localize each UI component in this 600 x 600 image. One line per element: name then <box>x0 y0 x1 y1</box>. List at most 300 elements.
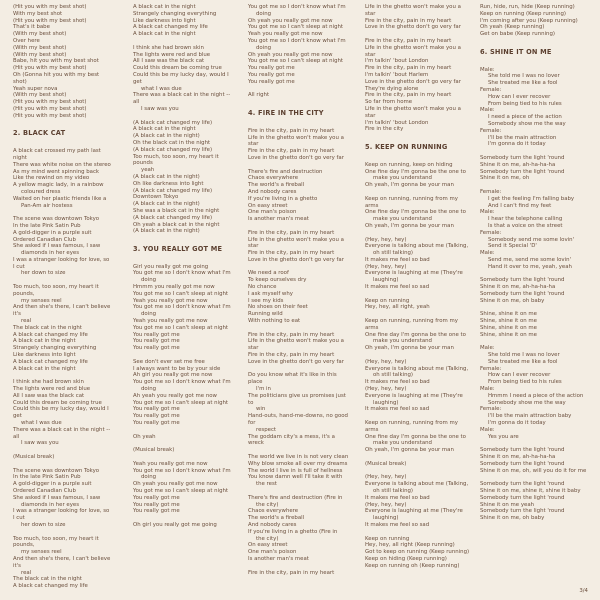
lyric-line: I need a piece of the action <box>488 114 562 121</box>
lyric-line: Hmmm I need a piece of the action <box>488 392 584 399</box>
lyric-line: Oh yeah you really got me now <box>248 17 333 24</box>
lyric-line: Oh yeah, I'm gonna be your man <box>365 345 454 352</box>
lyric-line: Male: <box>480 250 495 257</box>
lyric-line: respect <box>256 426 277 433</box>
lyric-line: (Hey, hey, hey) <box>365 474 407 481</box>
lyric-line: the city) <box>256 535 279 542</box>
lyric-line: A black cat in the night <box>13 365 76 372</box>
lyric-line: doing <box>141 474 157 481</box>
lyric-line: The black cat in the night <box>13 576 82 583</box>
lyric-line: She told me I was no lover <box>488 73 560 80</box>
lyric-line: Female: <box>480 86 502 93</box>
song-title: 6. SHINE IT ON ME <box>480 47 552 56</box>
lyric-line: And nobody cares <box>248 188 297 195</box>
lyric-line: The goddam city's a mess, it's a wreck <box>248 433 335 447</box>
lyric-line: I saw was you <box>141 105 179 112</box>
lyric-line: (A black cat in the night) <box>133 201 200 208</box>
lyric-line: You really got me <box>133 331 180 338</box>
stanza-gap <box>133 235 233 242</box>
lyric-line: All I saw was the black cat <box>133 58 205 65</box>
lyric-line: She asked if I was famous, I saw <box>13 243 101 250</box>
lyric-line: Oh yeah, I'm gonna be your man <box>365 222 454 229</box>
lyric-line: doing <box>256 10 272 17</box>
lyric-line: Fire in the city, pain in my heart <box>248 250 335 257</box>
lyric-line: (Musical break) <box>133 447 175 454</box>
stanza-gap <box>480 148 588 155</box>
lyric-line: One fine day I'm gonna be the one to <box>365 331 466 338</box>
lyric-line: How can I ever recover <box>488 93 551 100</box>
stanza-gap <box>365 468 470 475</box>
lyric-line: Somebody turn the light 'round <box>480 494 565 501</box>
lyric-line: doing <box>256 44 272 51</box>
lyric-line: Oh yeah, I'm gonna be your man <box>365 447 454 454</box>
lyric-line: Oh girl you really got me going <box>133 521 217 528</box>
stanza-gap <box>13 141 111 148</box>
stanza-gap <box>133 113 233 120</box>
lyric-line: One man's poison <box>248 549 297 556</box>
lyric-line: You got me so I don't know what I'm <box>248 37 346 44</box>
lyric-line: You really got me <box>133 406 180 413</box>
stanza-gap <box>480 338 588 345</box>
lyric-line: Is another man's meat <box>248 216 309 223</box>
stanza-gap <box>13 209 111 216</box>
lyric-line: Keep on running, running from my arms <box>365 420 458 433</box>
lyric-line: The politicians give us promises just to <box>248 392 346 406</box>
lyric-line: Somebody turn the light 'round <box>480 447 565 454</box>
lyric-line: Hmmm you really got me now <box>133 284 215 291</box>
lyric-line: her down to size <box>21 521 66 528</box>
lyric-line: No chance <box>248 284 277 291</box>
lyric-line: The black cat in the night <box>13 324 82 331</box>
stanza-gap <box>248 121 350 128</box>
lyric-line: coloured dress <box>21 188 61 195</box>
lyric-line: A black cat in the night <box>133 31 196 38</box>
lyric-line: Keep on hiding (Keep running) <box>365 555 447 562</box>
lyric-line: Hand-outs, hand-me-downs, no good for <box>248 413 348 427</box>
lyric-line: oh still talking) <box>373 372 414 379</box>
lyric-line: Yeah you really got me now <box>133 318 208 325</box>
lyric-line: You really got me <box>133 345 180 352</box>
stanza-gap <box>365 529 470 536</box>
lyric-line: Everyone is talking about me (Talking, <box>365 365 469 372</box>
lyric-line: Somebody turn the light 'round <box>480 154 565 161</box>
lyric-line: laughing) <box>373 399 399 406</box>
lyric-line: There was a black cat in the night -- all <box>13 426 111 440</box>
stanza-gap <box>248 264 350 271</box>
lyric-line: Love in the ghetto don't go very far <box>365 24 461 31</box>
lyric-line: From being tied to his rules <box>488 379 562 386</box>
lyric-line: laughing) <box>373 515 399 522</box>
lyric-line: Could this be my lucky day, would I get <box>13 406 109 420</box>
lyric-line: Yeah super nova <box>13 85 58 92</box>
stanza-gap <box>480 38 588 45</box>
lyric-line: A black cat crossed my path last night <box>13 148 101 161</box>
lyric-line: I hear the telephone calling <box>488 216 563 223</box>
lyric-line: Somebody turn the light 'round <box>480 168 565 175</box>
lyric-line: (Hit you with my best shot) <box>13 112 87 119</box>
lyric-line: They're dying alone <box>365 85 419 92</box>
lyric-line: You really got me <box>248 65 295 72</box>
lyric-line: Male: <box>480 386 495 393</box>
lyric-line: real <box>21 569 32 576</box>
lyric-line: With nothing to eat <box>248 318 301 325</box>
lyric-line: make you understand <box>373 440 432 447</box>
lyric-line: (With my best shot) <box>13 51 67 58</box>
stanza-gap <box>480 304 588 311</box>
lyric-line: You know damn well I'll take it with <box>248 474 343 481</box>
lyric-line: Yeah you really got me now <box>133 297 208 304</box>
lyric-line: And nobody cares <box>248 521 297 528</box>
lyrics-column-2 <box>133 4 233 529</box>
lyric-line: The world I live in is full of hellness <box>248 467 343 474</box>
lyric-line: (Hey, hey, hey) <box>365 263 407 270</box>
stanza-gap <box>365 413 470 420</box>
lyric-line: Running wild <box>248 311 283 318</box>
lyric-line: You really got me <box>133 338 180 345</box>
lyric-line: Shine, shine it on me <box>480 311 537 318</box>
lyric-line: I'm gonna do it today <box>488 420 546 427</box>
lyric-line: Love in the ghetto don't go very far <box>365 78 461 85</box>
lyric-line: (With my best shot) <box>13 44 67 51</box>
lyric-line: (Musical break) <box>365 460 407 467</box>
lyric-line: (Hey, hey, hey) <box>365 501 407 508</box>
lyric-line: Waited on her plastic friends like a <box>13 195 107 202</box>
stanza-gap <box>365 352 470 359</box>
stanza-gap <box>13 447 111 454</box>
lyric-line: To keep ourselves dry <box>248 277 307 284</box>
lyric-line: If you're living in a ghetto <box>248 195 318 202</box>
lyric-line: laughing) <box>373 277 399 284</box>
lyric-line: Send me, send me some lovin' <box>488 256 572 263</box>
lyric-line: Hey, hey, all right (Keep running) <box>365 542 455 549</box>
lyric-line: A gold-digger in a purple suit <box>13 481 92 488</box>
lyric-line: Get on babe (Keep running) <box>480 31 555 38</box>
lyric-line: (A black cat in the night) <box>133 173 200 180</box>
lyric-line: A black cat changed my life <box>13 583 88 590</box>
lyric-line: The world's a fireball <box>248 182 305 189</box>
lyric-line: She asked if I was famous, I saw <box>13 494 101 501</box>
lyric-line: Everyone is laughing at me (They're <box>365 392 463 399</box>
stanza-gap <box>248 325 350 332</box>
lyric-line: Shine, shine it on me <box>480 324 537 331</box>
lyric-line: One fine day I'm gonna be the one to <box>365 209 466 216</box>
stanza-gap <box>13 529 111 536</box>
lyric-line: Life in the ghetto won't make you a star <box>365 44 461 58</box>
lyric-line: Love in the ghetto don't go very far <box>248 256 344 263</box>
page-number: 3/4 <box>579 588 588 594</box>
lyric-line: Keep on running (Keep running) <box>480 10 567 17</box>
lyric-line: Female: <box>480 365 502 372</box>
lyric-line: Could this dream be coming true <box>133 65 222 72</box>
lyric-line: You really got me <box>133 501 180 508</box>
lyric-line: On easy street <box>248 202 288 209</box>
lyric-line: (Hey, hey, hey) <box>365 358 407 365</box>
lyric-line: I'm in <box>256 386 271 393</box>
lyric-line: make you understand <box>373 175 432 182</box>
lyric-line: You really got me <box>133 494 180 501</box>
lyric-line: There was white noise on the stereo <box>13 161 111 168</box>
lyric-line: Somebody send me some lovin' <box>488 236 575 243</box>
stanza-gap <box>133 440 233 447</box>
stanza-gap <box>13 461 111 468</box>
lyric-line: As my mind went spinning back <box>13 168 100 175</box>
lyric-line: Oh yeah <box>133 433 156 440</box>
lyrics-column-4 <box>365 4 470 570</box>
lyric-line: With my best shot <box>13 10 63 17</box>
lyric-line: See don't ever set me free <box>133 358 205 365</box>
lyric-line: Ah yeah you really got me now <box>133 392 217 399</box>
lyric-line: Fire in the city <box>365 126 404 133</box>
lyric-line: You really got me <box>133 420 180 427</box>
lyric-line: I was a stranger looking for love, so I cut <box>13 256 110 270</box>
lyric-line: I'm gonna do it today <box>488 141 546 148</box>
lyric-line: Fire in the city, pain in my heart <box>365 37 452 44</box>
lyric-line: You got me so I don't know what I'm <box>133 379 231 386</box>
lyric-line: Male: <box>480 345 495 352</box>
lyric-line: Somebody turn the light 'round <box>480 277 565 284</box>
lyric-line: It makes me feel so sad <box>365 406 430 413</box>
stanza-gap <box>13 372 111 379</box>
lyric-line: (Hit you with my best shot) <box>13 65 87 72</box>
lyric-line: Female: <box>480 127 502 134</box>
lyric-line: Life in the ghetto won't make you a star <box>248 338 344 352</box>
lyric-line: Ordered Canadian Club <box>13 236 76 243</box>
lyric-line: Pan-Am air hostess <box>21 202 73 209</box>
lyric-line: Somebody turn the light 'round <box>480 508 565 515</box>
lyrics-column-3 <box>248 4 350 576</box>
lyric-line: Life in the ghetto won't make you a star <box>365 4 461 17</box>
lyric-line: You got me so I don't know what I'm <box>133 270 231 277</box>
lyric-line: make you understand <box>373 216 432 223</box>
lyric-line: I think she had brown skin <box>133 44 204 51</box>
lyric-line: Too much, too soon, my heart it pounds, <box>13 284 99 297</box>
lyric-line: Male: <box>480 426 495 433</box>
lyric-line: Strangely changing everything <box>133 10 217 17</box>
stanza-gap <box>365 291 470 298</box>
lyric-line: You really got me <box>248 71 295 78</box>
lyric-line: Shine it on me, oh baby <box>480 515 545 522</box>
lyrics-column-5 <box>480 4 588 522</box>
lyric-line: Like the rewind on my video <box>13 175 90 182</box>
lyric-line: yeah <box>141 167 155 174</box>
lyric-line: (Hit you with my best shot) <box>13 105 87 112</box>
stanza-gap <box>133 38 233 45</box>
lyric-line: her down to size <box>21 270 66 277</box>
lyric-line: You got me so I can't sleep at night <box>248 58 344 65</box>
lyric-line: Oh (Gonna hit you with my best shot) <box>13 71 100 85</box>
stanza-gap <box>133 427 233 434</box>
lyric-line: Chaos everywhere <box>248 175 299 182</box>
lyric-line: doing <box>141 311 157 318</box>
lyric-line: (Hey, hey, hey) <box>365 236 407 243</box>
lyric-line: real <box>21 318 32 325</box>
lyric-line: Shine it on me, shine it, shine it baby <box>480 487 581 494</box>
lyric-line: Girl you really got me going <box>133 263 209 270</box>
lyric-line: There was a black cat in the night -- all <box>133 92 231 106</box>
lyric-line: Fire in the city, pain in my heart <box>365 92 452 99</box>
lyric-line: You got me so I can't sleep at night <box>133 324 229 331</box>
lyric-line: Fire in the city, pain in my heart <box>248 229 335 236</box>
lyric-line: You really got me <box>133 413 180 420</box>
lyric-line: Somebody turn the light 'round <box>480 290 565 297</box>
lyric-line: Yeah you really got me now <box>133 460 208 467</box>
lyric-line: (Hit you with my best shot) <box>13 17 87 24</box>
stanza-gap <box>248 86 350 93</box>
lyric-line: Female: <box>480 406 502 413</box>
stanza-gap <box>365 230 470 237</box>
lyric-line: All right <box>248 92 270 99</box>
lyric-line: the city) <box>256 501 279 508</box>
lyric-line: You got me so I don't know what I'm <box>133 304 231 311</box>
lyric-line: Everyone is laughing at me (They're <box>365 508 463 515</box>
lyric-line: my senses reel <box>21 297 62 304</box>
lyric-line: Too much, too soon, my heart it pounds, <box>13 535 99 549</box>
lyric-line: Somebody show me the way <box>488 120 566 127</box>
lyric-line: Male: <box>480 107 495 114</box>
lyric-line: Got to keep on running (Keep running) <box>365 549 470 556</box>
stanza-gap <box>480 270 588 277</box>
lyric-line: Oh the black cat in the night <box>133 139 211 146</box>
lyric-line: Could this be my lucky day, would I get <box>133 71 229 85</box>
stanza-gap <box>133 352 233 359</box>
lyric-line: Shine it on me, ah-ha-ha-ha <box>480 454 556 460</box>
stanza-gap <box>365 454 470 461</box>
lyric-line: Yes you are <box>488 433 519 440</box>
stanza-gap <box>13 120 111 127</box>
lyric-line: Oh yeah you really got me now <box>133 481 218 488</box>
lyric-line: Chaos everywhere <box>248 508 299 515</box>
lyric-line: I'm talkin' 'bout Harlem <box>365 71 429 78</box>
stanza-gap <box>248 162 350 169</box>
lyric-line: Fire in the city, pain in my heart <box>248 331 335 338</box>
lyric-line: (Hit you with my best shot) <box>13 4 87 10</box>
lyric-line: Somebody show me the way <box>488 399 566 406</box>
lyric-line: Male: <box>480 66 495 73</box>
stanza-gap <box>480 474 588 481</box>
lyric-line: Everyone is talking about me (Talking, <box>365 243 469 250</box>
lyric-line: Downtown Tokyo <box>133 194 179 201</box>
stanza-gap <box>480 440 588 447</box>
lyric-line: So far from home <box>365 99 413 106</box>
lyric-line: No shoes on their feet <box>248 304 308 311</box>
lyric-line: She treated me like a fool <box>488 80 558 87</box>
lyric-line: I'm talkin' 'bout London <box>365 58 429 65</box>
lyric-line: Fire in the city, pain in my heart <box>248 352 335 359</box>
lyric-line: Over here <box>13 37 40 44</box>
lyric-line: And then she's there, I can't believe it's <box>13 555 111 569</box>
lyrics-column-1 <box>13 4 111 590</box>
lyric-line: Oh yeah (Keep running) <box>480 24 545 31</box>
stanza-gap <box>133 257 233 264</box>
lyric-line: Male: <box>480 209 495 216</box>
lyric-line: (A black cat changed my life) <box>133 214 213 221</box>
stanza-gap <box>365 133 470 140</box>
lyric-line: Keep on running, running from my arms <box>365 195 458 209</box>
stanza-gap <box>248 99 350 106</box>
lyric-line: You really got me <box>133 508 180 515</box>
lyric-line: Keep on running <box>365 297 410 304</box>
lyric-line: Shine it on me, ah-ha-ha-ha <box>480 161 556 168</box>
lyric-line: Life in the ghetto won't make you a star <box>248 236 344 250</box>
lyric-line: Fire in the city, pain in my heart <box>248 127 335 134</box>
lyric-line: You got me so I don't know what I'm <box>133 467 231 474</box>
song-title: 3. YOU REALLY GOT ME <box>133 244 223 253</box>
lyric-line: Ah girl you really got me now <box>133 372 213 379</box>
lyric-line: Is another man's meat <box>248 555 309 562</box>
lyric-line: There's fire and destruction (Fire in <box>248 494 343 501</box>
lyric-line: doing <box>141 277 157 284</box>
lyric-line: Fire in the city, pain in my heart <box>365 17 452 24</box>
stanza-gap <box>13 277 111 284</box>
lyric-line: (A black cat changed my life) <box>133 146 213 153</box>
lyric-line: Oh yeah, I'm gonna be your man <box>365 182 454 189</box>
lyric-line: Keep on running, running from my arms <box>365 318 458 331</box>
lyric-line: The world's a fireball <box>248 515 305 522</box>
lyric-line: Do you know what it's like in this place <box>248 372 337 386</box>
lyric-line: Oh yeah a black cat in the night <box>133 221 220 228</box>
lyric-line: (With my best shot) <box>13 92 67 99</box>
lyric-line: Run, hide, run, hide (Keep running) <box>480 4 575 10</box>
lyric-line: We need a roof <box>248 270 289 277</box>
lyric-line: The scene was downtown Tokyo <box>13 467 100 474</box>
lyric-line: If you're living in a ghetto (Fire in <box>248 528 338 535</box>
lyric-line: You got me so I don't know what I'm <box>248 4 346 10</box>
lyric-line: Shine, shine it on me <box>480 318 537 325</box>
lyric-line: And then she's there, I can't believe it's <box>13 304 111 318</box>
lyric-line: It makes me feel so bad <box>365 379 430 386</box>
stanza-gap <box>248 563 350 570</box>
lyric-line: diamonds in her eyes <box>21 250 80 257</box>
lyric-line: Ordered Canadian Club <box>13 487 76 494</box>
stanza-gap <box>248 223 350 230</box>
stanza-gap <box>248 488 350 495</box>
song-title: 5. KEEP ON RUNNING <box>365 142 448 151</box>
lyric-line: Life in the ghetto won't make you a star <box>248 134 344 148</box>
lyric-line: Babe, hit you with my best shot <box>13 58 99 65</box>
stanza-gap <box>365 189 470 196</box>
lyric-line: I always want to be by your side <box>133 365 221 372</box>
lyric-line: A black cat in the night <box>133 126 196 133</box>
lyric-line: my senses reel <box>21 549 62 556</box>
lyric-line: A gold-digger in a purple suit <box>13 229 92 236</box>
lyric-line: I'll be the main attraction <box>488 134 557 141</box>
lyric-line: Too much, too soon, my heart it pounds <box>133 153 219 167</box>
lyric-line: (A black cat changed my life) <box>133 119 213 126</box>
lyric-line: From being tied to his rules <box>488 100 562 107</box>
lyric-line: Shine it on me, oh, will you do it for me <box>480 467 587 474</box>
lyric-line: One man's poison <box>248 209 297 216</box>
lyric-line: I ask myself why <box>248 290 293 297</box>
lyric-line: Female: <box>480 188 502 195</box>
lyric-line: I'm talkin' 'bout London <box>365 119 429 126</box>
lyric-line: You got me so I can't sleep at night <box>133 290 229 297</box>
lyric-line: I think she had brown skin <box>13 379 84 386</box>
lyric-line: Keep on running <box>365 535 410 542</box>
lyric-line: Hand it over to me, yeah, yeah <box>488 263 572 270</box>
lyric-line: Everyone is laughing at me (They're <box>365 270 463 277</box>
lyric-line: oh still talking) <box>373 250 414 257</box>
lyric-line: Oh like darkness into light <box>133 180 204 187</box>
lyric-line: Shine it on me yeah <box>480 501 535 508</box>
lyric-line: A black cat in the night <box>133 4 196 10</box>
lyric-line: Fire in the city, pain in my heart <box>248 569 335 576</box>
lyric-line: She told me I was no lover <box>488 352 560 359</box>
lyric-line: Oh yeah you really got me now <box>248 51 333 58</box>
lyric-line: (With my best shot) <box>13 31 67 38</box>
lyric-line: Shine it on me, ah-ha-ha-ha <box>480 284 556 291</box>
lyric-line: Shine it on me, oh baby <box>480 297 545 304</box>
lyric-line: (A black cat in the night) <box>133 228 200 235</box>
